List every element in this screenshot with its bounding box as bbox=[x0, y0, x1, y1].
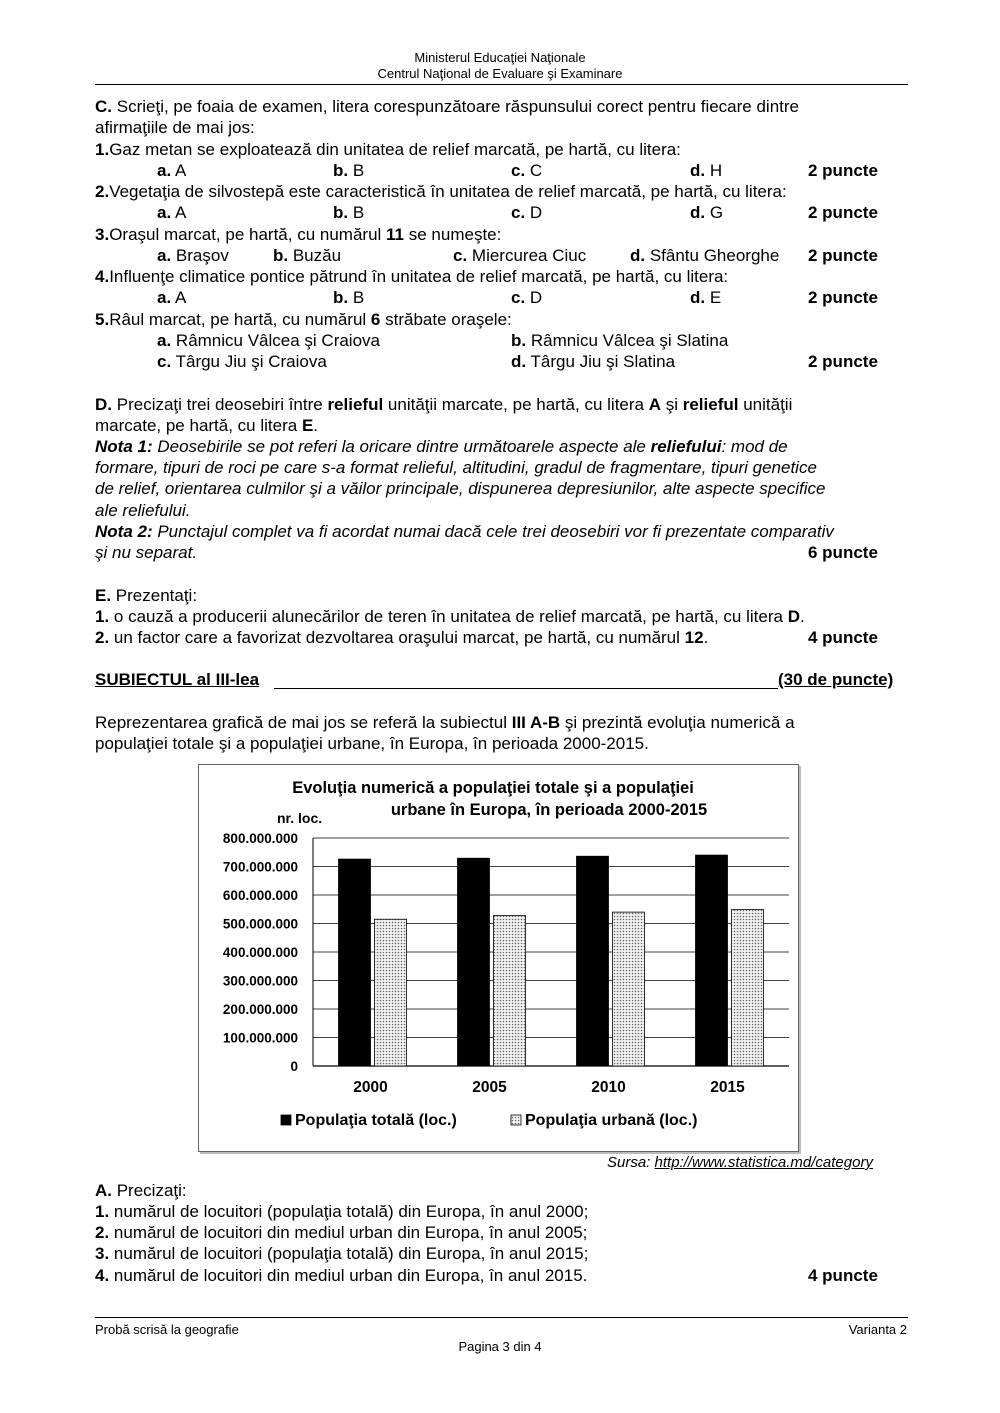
subiect3-intro-1: Reprezentarea grafică de mai jos se referă la subiectul III A-B şi prezintă evoluţia numerică a bbox=[95, 713, 795, 732]
section-a-label: A. bbox=[95, 1181, 112, 1200]
header-ministry: Ministerul Educaţiei Naţionale bbox=[414, 50, 586, 65]
y-tick-label: 0 bbox=[290, 1059, 298, 1074]
q5-option-c: c. Târgu Jiu şi Craiova bbox=[157, 352, 327, 371]
section-c-intro: C. Scrieţi, pe foaia de examen, litera corespunzătoare răspunsului corect pentru fiecare dintre bbox=[95, 97, 800, 116]
q4-option-d: d. E bbox=[690, 288, 722, 307]
q3-option-b: b. Buzău bbox=[273, 246, 342, 265]
q4-option-c: c. D bbox=[511, 288, 543, 307]
bar-urban-2010 bbox=[613, 912, 645, 1066]
nota1-line3: de relief, orientarea culmilor şi a văilor principale, dispunerea depresiunilor, alte aspecte specifice bbox=[95, 479, 826, 498]
legend-label: Populaţia totală (loc.) bbox=[295, 1112, 457, 1129]
q5-option-b: b. Râmnicu Vâlcea şi Slatina bbox=[511, 331, 729, 350]
q1-option-c: c. C bbox=[511, 161, 543, 180]
q2-option-a: a. A bbox=[157, 203, 187, 222]
section-d-points: 6 puncte bbox=[808, 543, 878, 562]
subiect3-title: SUBIECTUL al III-lea bbox=[95, 670, 260, 689]
q3-points: 2 puncte bbox=[808, 246, 878, 265]
y-tick-label: 300.000.000 bbox=[222, 973, 298, 989]
legend-swatch bbox=[281, 1115, 291, 1125]
x-tick-label: 2000 bbox=[353, 1079, 388, 1096]
chart-svg bbox=[199, 765, 798, 1151]
population-chart bbox=[198, 764, 799, 1152]
legend-swatch bbox=[511, 1115, 521, 1125]
question-5: 5.Râul marcat, pe hartă, cu numărul 6 străbate oraşele: bbox=[95, 310, 512, 329]
q1-option-a: a. A bbox=[157, 161, 187, 180]
q2-option-c: c. D bbox=[511, 203, 543, 222]
y-tick-label: 600.000.000 bbox=[222, 888, 298, 903]
section-a-item-2: 2. numărul de locuitori din mediul urban din Europa, în anul 2005; bbox=[95, 1223, 588, 1242]
nota2-line1: Nota 2: Punctajul complet va fi acordat numai dacă cele trei deosebiri vor fi prezentate comparativ bbox=[95, 522, 834, 541]
bar-urban-2000 bbox=[375, 919, 407, 1066]
chart-source: Sursa: http://www.statistica.md/category bbox=[607, 1154, 873, 1171]
q5-option-a: a. Râmnicu Vâlcea şi Craiova bbox=[157, 331, 380, 350]
question-2: 2.Vegetaţia de silvostepă este caracteristică în unitatea de relief marcată, pe hartă, cu litera: bbox=[95, 182, 787, 201]
chart-y-axis-label: nr. loc. bbox=[277, 810, 323, 826]
q5-option-d: d. Târgu Jiu şi Slatina bbox=[511, 352, 676, 371]
q2-option-d: d. G bbox=[690, 203, 724, 222]
section-d-line1: D. Precizaţi trei deosebiri între relieful unităţii marcate, pe hartă, cu litera A şi relieful unităţii bbox=[95, 395, 793, 414]
section-e-intro: E. Prezentaţi: bbox=[95, 586, 198, 605]
section-d-label: D. bbox=[95, 395, 112, 414]
q3-option-d: d. Sfântu Gheorghe bbox=[630, 246, 780, 265]
x-tick-label: 2015 bbox=[710, 1079, 745, 1096]
bar-urban-2005 bbox=[494, 916, 526, 1066]
bar-total-2010 bbox=[577, 856, 609, 1066]
chart-title-line1: Evoluţia numerică a populaţiei totale şi a populaţiei bbox=[292, 779, 694, 797]
y-tick-label: 400.000.000 bbox=[222, 945, 298, 960]
y-tick-label: 800.000.000 bbox=[222, 831, 298, 846]
section-c-intro-2: afirmaţiile de mai jos: bbox=[95, 118, 255, 137]
q3-option-a: a. Braşov bbox=[157, 246, 229, 265]
footer-rule bbox=[95, 1317, 908, 1318]
section-a-item-3: 3. numărul de locuitori (populaţia totală) din Europa, în anul 2015; bbox=[95, 1244, 589, 1263]
section-e-item-2: 2. un factor care a favorizat dezvoltarea oraşului marcat, pe hartă, cu numărul 12. bbox=[95, 628, 709, 647]
question-3: 3.Oraşul marcat, pe hartă, cu numărul 11 se numeşte: bbox=[95, 225, 502, 244]
q5-points: 2 puncte bbox=[808, 352, 878, 371]
footer-right: Varianta 2 bbox=[848, 1322, 907, 1337]
header-rule bbox=[95, 84, 908, 85]
nota1-line2: formare, tipuri de roci pe care s-a format relieful, altitudini, gradul de fragmentare, tipuri genetice bbox=[95, 458, 817, 477]
section-a-item-1: 1. numărul de locuitori (populaţia totală) din Europa, în anul 2000; bbox=[95, 1202, 589, 1221]
header-center: Centrul Naţional de Evaluare şi Examinare bbox=[377, 66, 623, 81]
bar-urban-2015 bbox=[732, 910, 764, 1066]
section-a-points: 4 puncte bbox=[808, 1266, 878, 1285]
legend-label: Populaţia urbană (loc.) bbox=[525, 1112, 698, 1129]
section-a-item-4: 4. numărul de locuitori din mediul urban din Europa, în anul 2015. bbox=[95, 1266, 588, 1285]
section-e-item-1: 1. o cauză a producerii alunecărilor de teren în unitatea de relief marcată, pe hartă, cu litera D. bbox=[95, 607, 805, 626]
subiect3-underline bbox=[274, 688, 778, 689]
y-tick-label: 100.000.000 bbox=[222, 1030, 298, 1046]
q1-option-b: b. B bbox=[333, 161, 365, 180]
q3-option-c: c. Miercurea Ciuc bbox=[453, 246, 587, 265]
source-link[interactable]: http://www.statistica.md/category bbox=[654, 1154, 873, 1171]
bar-total-2015 bbox=[696, 855, 728, 1066]
subiect3-points: (30 de puncte) bbox=[778, 670, 894, 689]
nota1-label: Nota 1: bbox=[95, 437, 153, 456]
nota2-line2: şi nu separat. bbox=[95, 543, 198, 562]
question-1: 1.Gaz metan se exploatează din unitatea de relief marcată, pe hartă, cu litera: bbox=[95, 140, 681, 159]
y-tick-label: 500.000.000 bbox=[222, 916, 298, 932]
footer-page: Pagina 3 din 4 bbox=[458, 1339, 542, 1354]
question-4: 4.Influenţe climatice pontice pătrund în unitatea de relief marcată, pe hartă, cu litera: bbox=[95, 267, 729, 286]
bar-total-2000 bbox=[339, 859, 371, 1066]
q2-option-b: b. B bbox=[333, 203, 365, 222]
q2-points: 2 puncte bbox=[808, 203, 878, 222]
q1-points: 2 puncte bbox=[808, 161, 878, 180]
x-tick-label: 2010 bbox=[591, 1079, 626, 1096]
footer-left: Probă scrisă la geografie bbox=[95, 1322, 239, 1337]
q1-option-d: d. H bbox=[690, 161, 723, 180]
y-tick-label: 200.000.000 bbox=[222, 1002, 298, 1017]
section-d-line2: marcate, pe hartă, cu litera E. bbox=[95, 416, 319, 435]
section-e-points: 4 puncte bbox=[808, 628, 878, 647]
subiect3-intro-2: populaţiei totale şi a populaţiei urbane, în Europa, în perioada 2000-2015. bbox=[95, 734, 649, 753]
chart-title-line2: urbane în Europa, în perioada 2000-2015 bbox=[390, 801, 708, 819]
x-tick-label: 2005 bbox=[472, 1079, 507, 1096]
nota1-line4: ale reliefului. bbox=[95, 501, 191, 520]
section-a-intro: A. Precizaţi: bbox=[95, 1181, 187, 1200]
q4-points: 2 puncte bbox=[808, 288, 878, 307]
q4-option-a: a. A bbox=[157, 288, 187, 307]
section-c-label: C. bbox=[95, 97, 112, 116]
nota2-label: Nota 2: bbox=[95, 522, 153, 541]
bar-total-2005 bbox=[458, 858, 490, 1066]
q4-option-b: b. B bbox=[333, 288, 365, 307]
nota1-line1: Nota 1: Deosebirile se pot referi la oricare dintre următoarele aspecte ale reliefului: mod de bbox=[95, 437, 788, 456]
y-tick-label: 700.000.000 bbox=[222, 859, 298, 875]
section-e-label: E. bbox=[95, 586, 112, 605]
